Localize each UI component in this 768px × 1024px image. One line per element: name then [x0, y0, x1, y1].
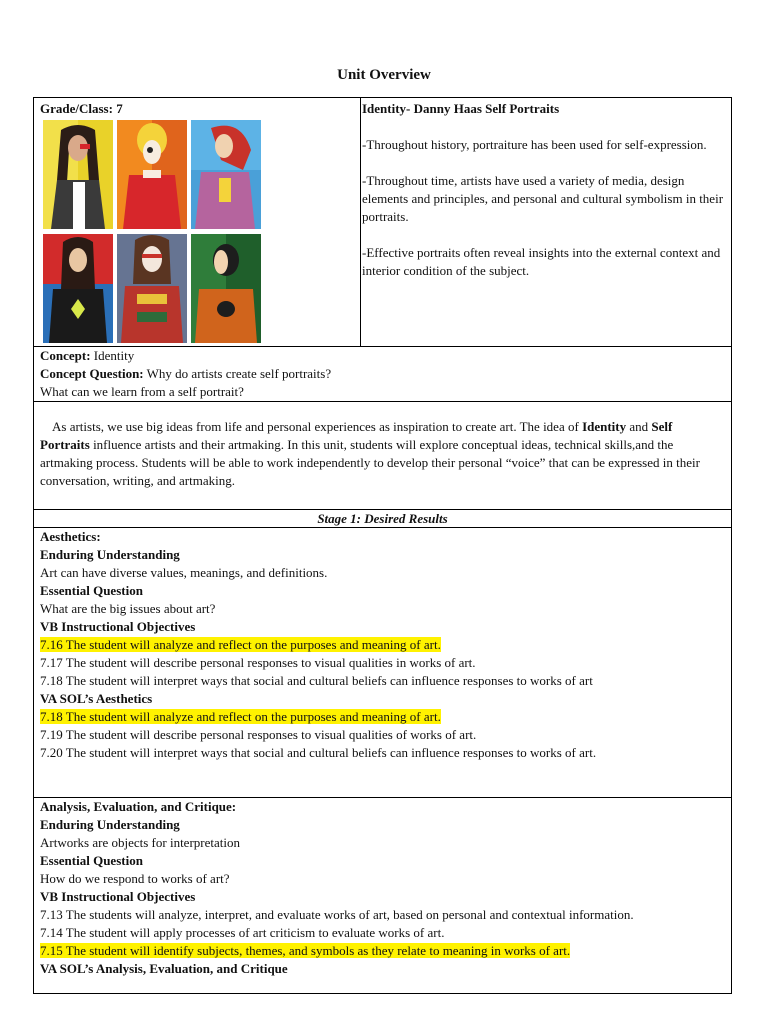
enduring-understanding-text: Art can have diverse values, meanings, and definitions.	[40, 565, 328, 580]
enduring-understanding-label: Enduring Understanding	[40, 547, 180, 562]
objective-item: 7.17 The student will describe personal responses to visual qualities in works of art.	[40, 655, 476, 670]
identity-title: Identity- Danny Haas Self Portraits	[362, 101, 560, 116]
identity-point: -Throughout time, artists have used a variety of media, design elements and principles, and personal and cultural symbolism in their portraits.	[362, 173, 724, 224]
va-sol-label: VA SOL’s Analysis, Evaluation, and Critique	[40, 961, 288, 976]
analysis-heading: Analysis, Evaluation, and Critique:	[40, 799, 237, 814]
grade-label: Grade/Class: 7	[40, 101, 123, 116]
identity-point: -Effective portraits often reveal insights into the external context and interior condition of the subject.	[362, 245, 721, 278]
intro-paragraph: As artists, we use big ideas from life and personal experiences as inspiration to create art. The idea of Identity and Self Portraits influence artists and their artmaking. In this unit, students will explore conceptual ideas, technical skills,and the artmaking process. Students will be able to work independently to develop their personal “voice” that can be expressed in their conversation, writing, and artmaking.	[40, 419, 700, 488]
identity-point: -Throughout history, portraiture has been used for self-expression.	[362, 137, 707, 152]
portrait-image	[117, 234, 187, 343]
aesthetics-section	[34, 528, 731, 798]
vb-objectives-label: VB Instructional Objectives	[40, 889, 196, 904]
concept-question-2: What can we learn from a self portrait?	[40, 384, 244, 399]
concept-question-value: Why do artists create self portraits?	[143, 366, 332, 381]
portrait-image	[191, 234, 261, 343]
essential-question-label: Essential Question	[40, 853, 143, 868]
concept-value: Identity	[90, 348, 135, 363]
objective-item: 7.20 The student will interpret ways that social and cultural beliefs can influence responses to works of art.	[40, 745, 597, 760]
objective-item: 7.16 The student will analyze and reflect on the purposes and meaning of art.	[40, 637, 441, 652]
grade-cell	[34, 98, 361, 346]
objective-item: 7.19 The student will describe personal responses to visual qualities of works of art.	[40, 727, 477, 742]
aesthetics-heading: Aesthetics:	[40, 529, 101, 544]
portrait-image	[43, 120, 113, 229]
essential-question-text: What are the big issues about art?	[40, 601, 216, 616]
objective-item: 7.14 The student will apply processes of art criticism to evaluate works of art.	[40, 925, 445, 940]
identity-cell	[361, 98, 731, 346]
header-row	[34, 98, 731, 347]
analysis-section	[34, 798, 731, 993]
page-title: Unit Overview	[337, 67, 431, 83]
stage-title: Stage 1: Desired Results	[317, 511, 448, 526]
intro-row	[34, 402, 731, 510]
concept-row	[34, 347, 731, 402]
concept-label: Concept:	[40, 348, 91, 363]
unit-overview-table	[33, 97, 732, 994]
objective-item: 7.18 The student will interpret ways that social and cultural beliefs can influence responses to works of art	[40, 673, 593, 688]
objective-item: 7.13 The students will analyze, interpret, and evaluate works of art, based on personal and contextual information.	[40, 907, 634, 922]
va-sol-label: VA SOL’s Aesthetics	[40, 691, 153, 706]
portrait-collage	[43, 120, 261, 343]
enduring-understanding-text: Artworks are objects for interpretation	[40, 835, 240, 850]
objective-item: 7.18 The student will analyze and reflect on the purposes and meaning of art.	[40, 709, 441, 724]
vb-objectives-label: VB Instructional Objectives	[40, 619, 196, 634]
portrait-image	[191, 120, 261, 229]
enduring-understanding-label: Enduring Understanding	[40, 817, 180, 832]
portrait-image	[43, 234, 113, 343]
concept-question-label: Concept Question:	[40, 366, 144, 381]
stage-row	[34, 510, 731, 528]
portrait-image	[117, 120, 187, 229]
essential-question-label: Essential Question	[40, 583, 143, 598]
essential-question-text: How do we respond to works of art?	[40, 871, 230, 886]
objective-item: 7.15 The student will identify subjects, themes, and symbols as they relate to meaning in works of art.	[40, 943, 571, 958]
